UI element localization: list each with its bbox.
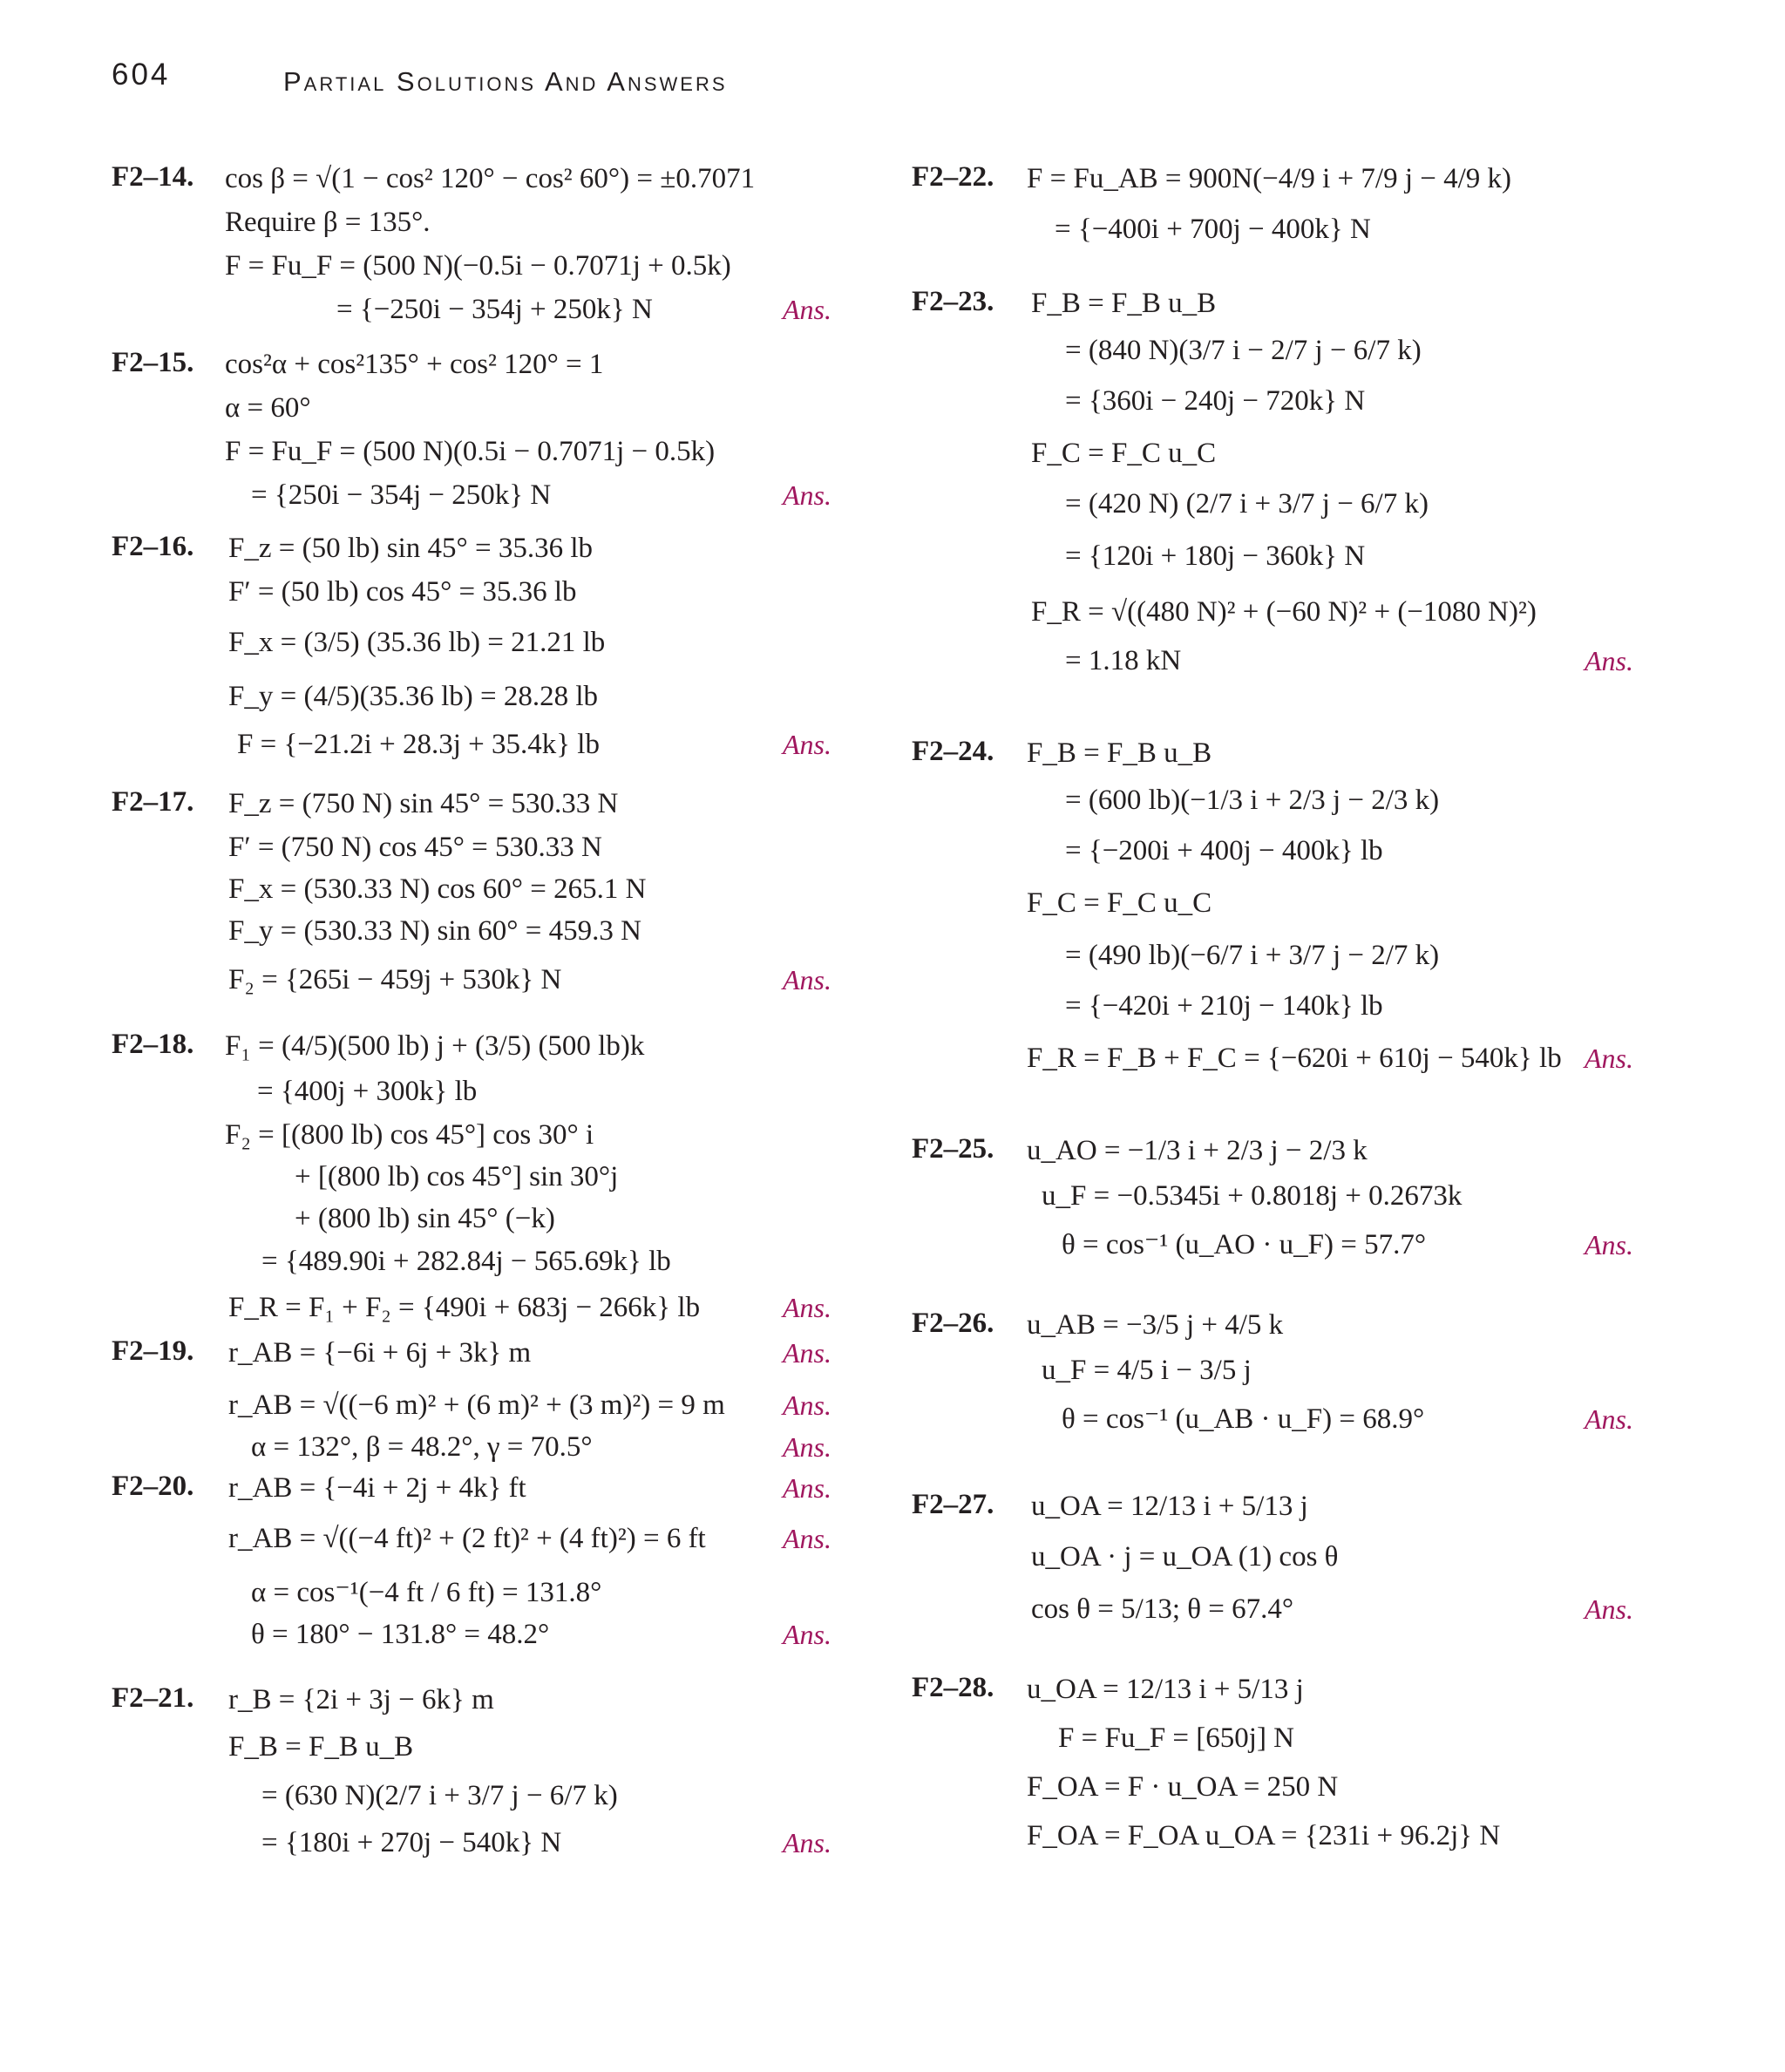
equation-line: F_y = (4/5)(35.36 lb) = 28.28 lb <box>228 681 599 712</box>
equation-line: = (600 lb)(−1/3 i + 2/3 j − 2/3 k) <box>1065 785 1440 816</box>
equation-line: r_B = {2i + 3j − 6k} m <box>228 1684 494 1715</box>
equation-line: + (800 lb) sin 45° (−k) <box>295 1203 555 1234</box>
problem-label: F2–15. <box>112 347 194 378</box>
equation-line: = {−420i + 210j − 140k} lb <box>1065 990 1383 1022</box>
equation-line: u_OA · j = u_OA (1) cos θ <box>1031 1541 1339 1573</box>
equation-line: r_AB = √((−6 m)² + (6 m)² + (3 m)²) = 9 m <box>228 1389 725 1421</box>
problem-label: F2–16. <box>112 531 194 562</box>
equation-line: = {−400i + 700j − 400k} N <box>1055 214 1371 245</box>
equation-line: = {180i + 270j − 540k} N <box>261 1827 562 1858</box>
equation-line: F_B = F_B u_B <box>228 1731 414 1763</box>
running-title: Partial Solutions And Answers <box>283 66 728 97</box>
equation-line: F_OA = F_OA u_OA = {231i + 96.2j} N <box>1027 1820 1501 1851</box>
equation-line: u_F = −0.5345i + 0.8018j + 0.2673k <box>1042 1180 1463 1212</box>
equation-line: F = Fu_F = [650j] N <box>1058 1722 1295 1754</box>
equation-line: r_AB = {−4i + 2j + 4k} ft <box>228 1472 526 1504</box>
equation-line: = 1.18 kN <box>1065 645 1182 676</box>
equation-line: F₁ = (4/5)(500 lb) j + (3/5) (500 lb)k <box>225 1030 645 1062</box>
answer-marker: Ans. <box>1585 645 1633 676</box>
equation-line: F_C = F_C u_C <box>1031 438 1217 469</box>
problem-label: F2–28. <box>912 1672 994 1703</box>
equation-line: F = {−21.2i + 28.3j + 35.4k} lb <box>237 729 600 760</box>
equation-line: = (420 N) (2/7 i + 3/7 j − 6/7 k) <box>1065 488 1429 520</box>
problem-label: F2–19. <box>112 1335 194 1367</box>
equation-line: cos θ = 5/13; θ = 67.4° <box>1031 1593 1294 1625</box>
equation-line: F = Fu_F = (500 N)(−0.5i − 0.7071j + 0.5k) <box>225 250 731 282</box>
answer-marker: Ans. <box>783 729 831 760</box>
equation-line: u_AB = −3/5 j + 4/5 k <box>1027 1309 1284 1341</box>
equation-line: F₂ = [(800 lb) cos 45°] cos 30° i <box>225 1119 594 1151</box>
equation-line: u_AO = −1/3 i + 2/3 j − 2/3 k <box>1027 1135 1368 1166</box>
equation-line: u_OA = 12/13 i + 5/13 j <box>1031 1491 1308 1522</box>
equation-line: F_B = F_B u_B <box>1027 737 1212 769</box>
equation-line: = (490 lb)(−6/7 i + 3/7 j − 2/7 k) <box>1065 940 1440 971</box>
problem-label: F2–14. <box>112 161 194 193</box>
equation-line: = {360i − 240j − 720k} N <box>1065 385 1366 417</box>
page-number: 604 <box>112 58 171 92</box>
equation-line: F_R = F₁ + F₂ = {490i + 683j − 266k} lb <box>228 1292 701 1323</box>
equation-line: F_z = (750 N) sin 45° = 530.33 N <box>228 788 619 819</box>
equation-line: F′ = (750 N) cos 45° = 530.33 N <box>228 832 602 863</box>
answer-marker: Ans. <box>783 294 831 325</box>
equation-line: F_y = (530.33 N) sin 60° = 459.3 N <box>228 915 641 947</box>
answer-marker: Ans. <box>783 479 831 511</box>
equation-line: F_R = √((480 N)² + (−60 N)² + (−1080 N)²) <box>1031 596 1537 628</box>
equation-line: u_OA = 12/13 i + 5/13 j <box>1027 1674 1304 1705</box>
equation-line: F_R = F_B + F_C = {−620i + 610j − 540k} lb <box>1027 1043 1562 1074</box>
equation-line: α = cos⁻¹(−4 ft / 6 ft) = 131.8° <box>251 1577 602 1608</box>
answer-marker: Ans. <box>783 1337 831 1369</box>
equation-line: r_AB = √((−4 ft)² + (2 ft)² + (4 ft)²) = 6 ft <box>228 1523 706 1554</box>
equation-line: Require β = 135°. <box>225 207 431 238</box>
equation-line: = {250i − 354j − 250k} N <box>251 479 552 511</box>
equation-line: θ = 180° − 131.8° = 48.2° <box>251 1619 550 1650</box>
problem-label: F2–23. <box>912 286 994 317</box>
equation-line: F_OA = F · u_OA = 250 N <box>1027 1771 1339 1803</box>
answer-marker: Ans. <box>1585 1229 1633 1260</box>
equation-line: α = 132°, β = 48.2°, γ = 70.5° <box>251 1431 593 1463</box>
equation-line: = (630 N)(2/7 i + 3/7 j − 6/7 k) <box>261 1780 618 1811</box>
answer-marker: Ans. <box>783 964 831 995</box>
equation-line: + [(800 lb) cos 45°] sin 30°j <box>295 1161 619 1192</box>
problem-label: F2–18. <box>112 1029 194 1060</box>
problem-label: F2–27. <box>912 1489 994 1520</box>
equation-line: = (840 N)(3/7 i − 2/7 j − 6/7 k) <box>1065 335 1422 366</box>
equation-line: F = Fu_AB = 900N(−4/9 i + 7/9 j − 4/9 k) <box>1027 163 1512 194</box>
equation-line: cos β = √(1 − cos² 120° − cos² 60°) = ±0.7071 <box>225 163 756 194</box>
answer-marker: Ans. <box>1585 1593 1633 1625</box>
answer-marker: Ans. <box>783 1292 831 1323</box>
answer-marker: Ans. <box>783 1472 831 1504</box>
equation-line: F₂ = {265i − 459j + 530k} N <box>228 964 562 995</box>
problem-label: F2–26. <box>912 1308 994 1339</box>
equation-line: r_AB = {−6i + 6j + 3k} m <box>228 1337 532 1369</box>
problem-label: F2–21. <box>112 1682 194 1714</box>
equation-line: F_z = (50 lb) sin 45° = 35.36 lb <box>228 533 593 564</box>
equation-line: = {400j + 300k} lb <box>257 1076 478 1107</box>
equation-line: θ = cos⁻¹ (u_AO · u_F) = 57.7° <box>1062 1229 1427 1260</box>
problem-label: F2–25. <box>912 1133 994 1165</box>
equation-line: F_x = (530.33 N) cos 60° = 265.1 N <box>228 873 647 905</box>
answer-marker: Ans. <box>783 1523 831 1554</box>
equation-line: F = Fu_F = (500 N)(0.5i − 0.7071j − 0.5k) <box>225 436 716 467</box>
equation-line: u_F = 4/5 i − 3/5 j <box>1042 1355 1252 1386</box>
problem-label: F2–22. <box>912 161 994 193</box>
problem-label: F2–17. <box>112 786 194 818</box>
problem-label: F2–20. <box>112 1471 194 1502</box>
equation-line: cos²α + cos²135° + cos² 120° = 1 <box>225 349 604 380</box>
answer-marker: Ans. <box>1585 1043 1633 1074</box>
equation-line: = {−200i + 400j − 400k} lb <box>1065 835 1383 866</box>
equation-line: F_x = (3/5) (35.36 lb) = 21.21 lb <box>228 627 606 658</box>
equation-line: α = 60° <box>225 392 311 424</box>
equation-line: F_B = F_B u_B <box>1031 288 1217 319</box>
equation-line: θ = cos⁻¹ (u_AB · u_F) = 68.9° <box>1062 1403 1425 1435</box>
equation-line: F′ = (50 lb) cos 45° = 35.36 lb <box>228 576 577 608</box>
equation-line: = {−250i − 354j + 250k} N <box>336 294 653 325</box>
answer-marker: Ans. <box>1585 1403 1633 1435</box>
equation-line: = {120i + 180j − 360k} N <box>1065 540 1366 572</box>
equation-line: = {489.90i + 282.84j − 565.69k} lb <box>261 1246 671 1277</box>
answer-marker: Ans. <box>783 1431 831 1463</box>
problem-label: F2–24. <box>912 736 994 767</box>
equation-line: F_C = F_C u_C <box>1027 887 1212 919</box>
answer-marker: Ans. <box>783 1389 831 1421</box>
answer-marker: Ans. <box>783 1619 831 1650</box>
answer-marker: Ans. <box>783 1827 831 1858</box>
